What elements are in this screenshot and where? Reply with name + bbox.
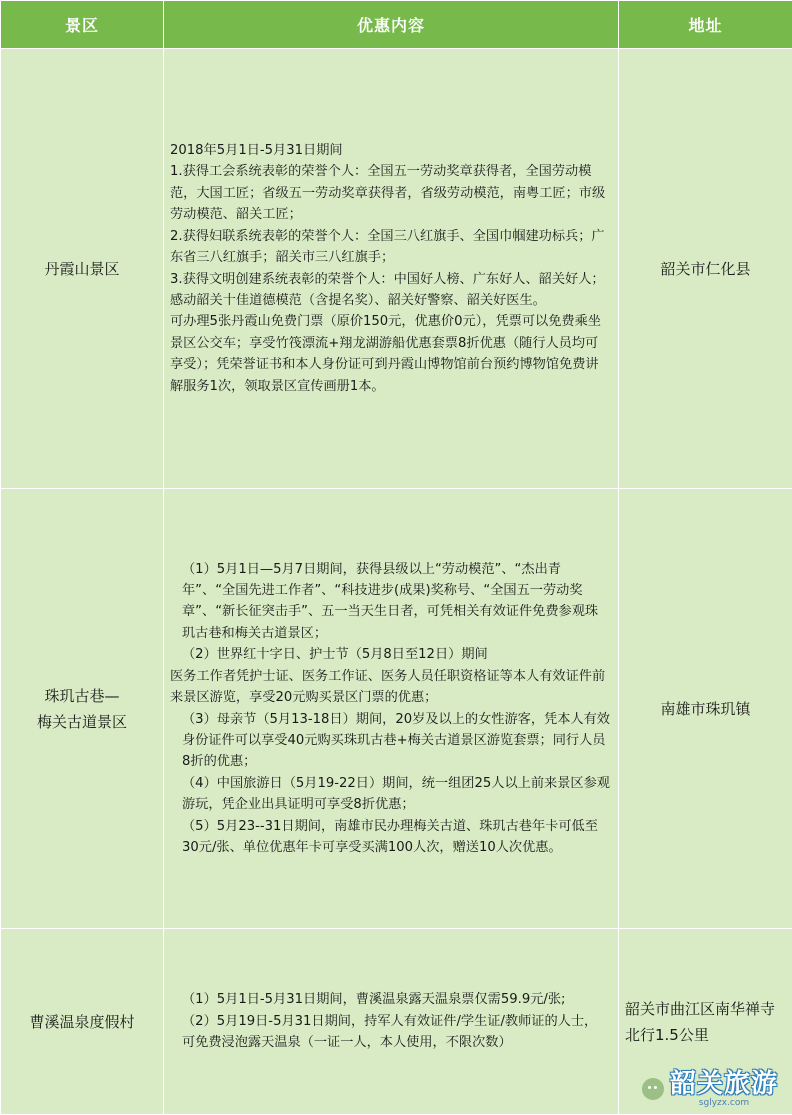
offer-line: 1.获得工会系统表彰的荣誉个人：全国五一劳动奖章获得者，全国劳动模范，大国工匠；省级五一劳动奖章获得者，省级劳动模范，南粤工匠；市级劳动模范、韶关工匠； bbox=[170, 161, 610, 225]
offer-line: 医务工作者凭护士证、医务工作证、医务人员任职资格证等本人有效证件前来景区游览，享受20元购买景区门票的优惠； bbox=[170, 666, 610, 709]
offer-content-caoxi bbox=[164, 929, 619, 1115]
offer-line: 可办理5张丹霞山免费门票（原价150元，优惠价0元），凭票可以免费乘坐景区公交车；享受竹筏漂流+翔龙湖游船优惠套票8折优惠（随行人员均可享受）；凭荣誉证书和本人身份证可到丹霞山博物馆前台预约博物馆免费讲解服务1次，领取景区宣传画册1本。 bbox=[170, 311, 610, 397]
header-offer: 优惠内容 bbox=[164, 1, 619, 49]
scenic-name-zhuji bbox=[1, 489, 164, 929]
wechat-icon bbox=[642, 1078, 664, 1100]
scenic-name-line: 珠玑古巷— bbox=[7, 683, 157, 709]
offer-line: （3）母亲节（5月13-18日）期间，20岁及以上的女性游客，凭本人有效身份证件可以享受40元购买珠玑古巷+梅关古道景区游览套票；同行人员8折的优惠； bbox=[170, 709, 610, 773]
scenic-name-caoxi: 曹溪温泉度假村 bbox=[1, 929, 164, 1115]
offer-line: （1）5月1日—5月7日期间，获得县级以上“劳动模范”、“杰出青年”、“全国先进工作者”、“科技进步(成果)奖称号、“全国五一劳动奖章”、“新长征突击手”、五一当天生日者，可凭相关有效证件免费参观珠玑古巷和梅关古道景区； bbox=[170, 559, 610, 645]
address-caoxi: 韶关市曲江区南华禅寺北行1.5公里 bbox=[619, 929, 792, 1115]
offer-line: 2.获得妇联系统表彰的荣誉个人：全国三八红旗手、全国巾帼建功标兵；广东省三八红旗手；韶关市三八红旗手； bbox=[170, 226, 610, 269]
scenic-name-line: 梅关古道景区 bbox=[7, 709, 157, 735]
offer-line: （2）5月19日-5月31日期间，持军人有效证件/学生证/教师证的人士，可免费浸泡露天温泉（一证一人，本人使用，不限次数） bbox=[170, 1011, 610, 1054]
header-scenic: 景区 bbox=[1, 1, 164, 49]
offer-content-zhuji bbox=[164, 489, 619, 929]
watermark bbox=[642, 1070, 778, 1108]
offer-line: （5）5月23--31日期间，南雄市民办理梅关古道、珠玑古巷年卡可低至30元/张、单位优惠年卡可享受买满100人次，赠送10人次优惠。 bbox=[170, 816, 610, 859]
header-address: 地址 bbox=[619, 1, 792, 49]
offer-line: 2018年5月1日-5月31日期间 bbox=[170, 140, 610, 161]
offer-line: （4）中国旅游日（5月19-22日）期间，统一组团25人以上前来景区参观游玩，凭企业出具证明可享受8折优惠； bbox=[170, 773, 610, 816]
offer-line: （1）5月1日-5月31日期间，曹溪温泉露天温泉票仅需59.9元/张; bbox=[170, 989, 610, 1010]
offer-content-danxia bbox=[164, 49, 619, 489]
address-danxia: 韶关市仁化县 bbox=[619, 49, 792, 489]
watermark-text bbox=[670, 1070, 778, 1108]
table-row bbox=[1, 489, 792, 929]
watermark-site: sglyzx.com bbox=[699, 1098, 749, 1108]
table-row bbox=[1, 49, 792, 489]
watermark-title: 韶关旅游 bbox=[670, 1070, 778, 1098]
header-row bbox=[1, 1, 792, 49]
offer-line: （2）世界红十字日、护士节（5月8日至12日）期间 bbox=[170, 644, 610, 665]
scenic-name-danxia: 丹霞山景区 bbox=[1, 49, 164, 489]
address-zhuji: 南雄市珠玑镇 bbox=[619, 489, 792, 929]
offer-line: 3.获得文明创建系统表彰的荣誉个人：中国好人榜、广东好人、韶关好人；感动韶关十佳道德模范（含提名奖）、韶关好警察、韶关好医生。 bbox=[170, 269, 610, 312]
